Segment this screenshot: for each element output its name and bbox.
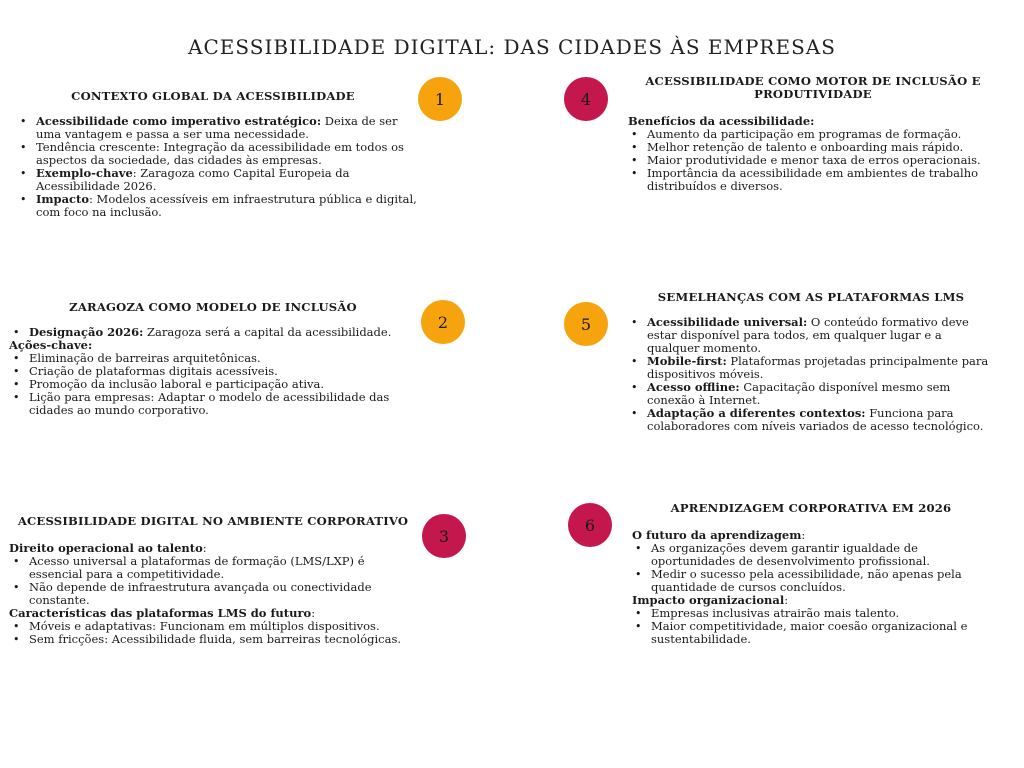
- list-item: [36, 115, 417, 141]
- step-badge-3: 3: [422, 514, 466, 558]
- subheading: Direito operacional ao talento: [9, 541, 203, 555]
- list-item: [29, 326, 417, 339]
- list-item: [647, 355, 994, 381]
- step-badge-2: 2: [421, 300, 465, 344]
- bullet-list: [628, 128, 998, 193]
- bullet-list: [632, 607, 990, 646]
- item-text: Capacitação disponível mesmo sem conexão à Internet.: [647, 380, 951, 407]
- list-item: [36, 193, 417, 219]
- list-item: • Promoção da inclusão laboral e participação ativa.: [29, 378, 417, 391]
- bullet-list: [9, 326, 417, 339]
- step-badge-5: 5: [564, 302, 608, 346]
- list-item: • Eliminação de barreiras arquitetônicas.: [29, 352, 417, 365]
- item-text: Funciona para colaboradores com níveis variados de acesso tecnológico.: [647, 406, 984, 433]
- item-label: Exemplo-chave: [36, 166, 133, 180]
- item-label: Designação 2026:: [29, 325, 144, 339]
- section-heading: ACESSIBILIDADE DIGITAL NO AMBIENTE CORPORATIVO: [17, 514, 409, 528]
- step-badge-4: 4: [564, 77, 608, 121]
- list-item: • Móveis e adaptativas: Funcionam em múltiplos dispositivos.: [29, 620, 417, 633]
- section-heading: ACESSIBILIDADE COMO MOTOR DE INCLUSÃO E PRODUTIVIDADE: [645, 74, 981, 101]
- item-text: Tendência crescente: Integração da acessibilidade em todos os aspectos da sociedade, das cidades às empresas.: [36, 140, 404, 167]
- list-item: • Sem fricções: Acessibilidade fluida, sem barreiras tecnológicas.: [29, 633, 417, 646]
- section-heading: CONTEXTO GLOBAL DA ACESSIBILIDADE: [71, 89, 355, 103]
- section-heading: SEMELHANÇAS COM AS PLATAFORMAS LMS: [657, 290, 965, 304]
- subheading: Ações-chave:: [9, 338, 93, 352]
- list-item: • Não depende de infraestrutura avançada ou conectividade constante.: [29, 581, 417, 607]
- list-item: • As organizações devem garantir igualdade de oportunidades de desenvolvimento profissional.: [651, 542, 990, 568]
- subheading-colon: :: [801, 528, 806, 542]
- list-item: • Aumento da participação em programas de formação.: [647, 128, 998, 141]
- item-text: : Zaragoza como Capital Europeia da Acessibilidade 2026.: [36, 166, 350, 193]
- subheading: Benefícios da acessibilidade:: [628, 114, 815, 128]
- subheading-colon: :: [202, 541, 207, 555]
- page-title: ACESSIBILIDADE DIGITAL: DAS CIDADES ÀS EMPRESAS: [188, 35, 836, 60]
- list-item: [36, 141, 417, 167]
- step-badge-1: 1: [418, 77, 462, 121]
- bullet-list: [9, 620, 417, 646]
- list-item: • Maior produtividade e menor taxa de erros operacionais.: [647, 154, 998, 167]
- bullet-list: [9, 115, 417, 219]
- section-heading: ZARAGOZA COMO MODELO DE INCLUSÃO: [69, 300, 357, 314]
- list-item: [647, 316, 994, 355]
- item-label: Acessibilidade como imperativo estratégico:: [36, 114, 322, 128]
- item-text: Deixa de ser uma vantagem e passa a ser uma necessidade.: [36, 114, 398, 141]
- list-item: • Empresas inclusivas atrairão mais talento.: [651, 607, 990, 620]
- item-label: Mobile-first:: [647, 354, 727, 368]
- step-badge-6: 6: [568, 503, 612, 547]
- section-zaragoza: [9, 301, 417, 417]
- item-text: : Modelos acessíveis em infraestrutura pública e digital, com foco na inclusão.: [36, 192, 417, 219]
- section-heading: APRENDIZAGEM CORPORATIVA EM 2026: [670, 501, 952, 515]
- subheading-colon: :: [311, 606, 316, 620]
- list-item: • Medir o sucesso pela acessibilidade, não apenas pela quantidade de cursos concluídos.: [651, 568, 990, 594]
- subheading: Impacto organizacional: [632, 593, 785, 607]
- section-ambiente-corporativo: [9, 515, 417, 646]
- item-label: Acessibilidade universal:: [647, 315, 808, 329]
- subheading: O futuro da aprendizagem: [632, 528, 802, 542]
- list-item: • Melhor retenção de talento e onboarding mais rápido.: [647, 141, 998, 154]
- subheading: Características das plataformas LMS do futuro: [9, 606, 312, 620]
- section-motor-inclusao: [628, 75, 998, 193]
- item-text: O conteúdo formativo deve estar disponível para todos, em qualquer lugar e a qualquer momento.: [647, 315, 969, 355]
- bullet-list: [632, 542, 990, 594]
- bullet-list: [9, 352, 417, 417]
- list-item: [36, 167, 417, 193]
- list-item: • Lição para empresas: Adaptar o modelo de acessibilidade das cidades ao mundo corporativo.: [29, 391, 417, 417]
- list-item: [647, 381, 994, 407]
- section-semelhancas-lms: [628, 291, 994, 433]
- section-contexto-global: [9, 90, 417, 219]
- section-aprendizagem-2026: [632, 502, 990, 646]
- item-label: Adaptação a diferentes contextos:: [647, 406, 866, 420]
- list-item: • Importância da acessibilidade em ambientes de trabalho distribuídos e diversos.: [647, 167, 998, 193]
- bullet-list: [628, 316, 994, 433]
- bullet-list: [9, 555, 417, 607]
- list-item: • Acesso universal a plataformas de formação (LMS/LXP) é essencial para a competitividade.: [29, 555, 417, 581]
- item-label: Impacto: [36, 192, 90, 206]
- item-text: Zaragoza será a capital da acessibilidade.: [143, 325, 392, 339]
- item-text: Plataformas projetadas principalmente para dispositivos móveis.: [647, 354, 989, 381]
- item-label: Acesso offline:: [647, 380, 740, 394]
- list-item: • Criação de plataformas digitais acessíveis.: [29, 365, 417, 378]
- list-item: [647, 407, 994, 433]
- list-item: • Maior competitividade, maior coesão organizacional e sustentabilidade.: [651, 620, 990, 646]
- subheading-colon: :: [784, 593, 789, 607]
